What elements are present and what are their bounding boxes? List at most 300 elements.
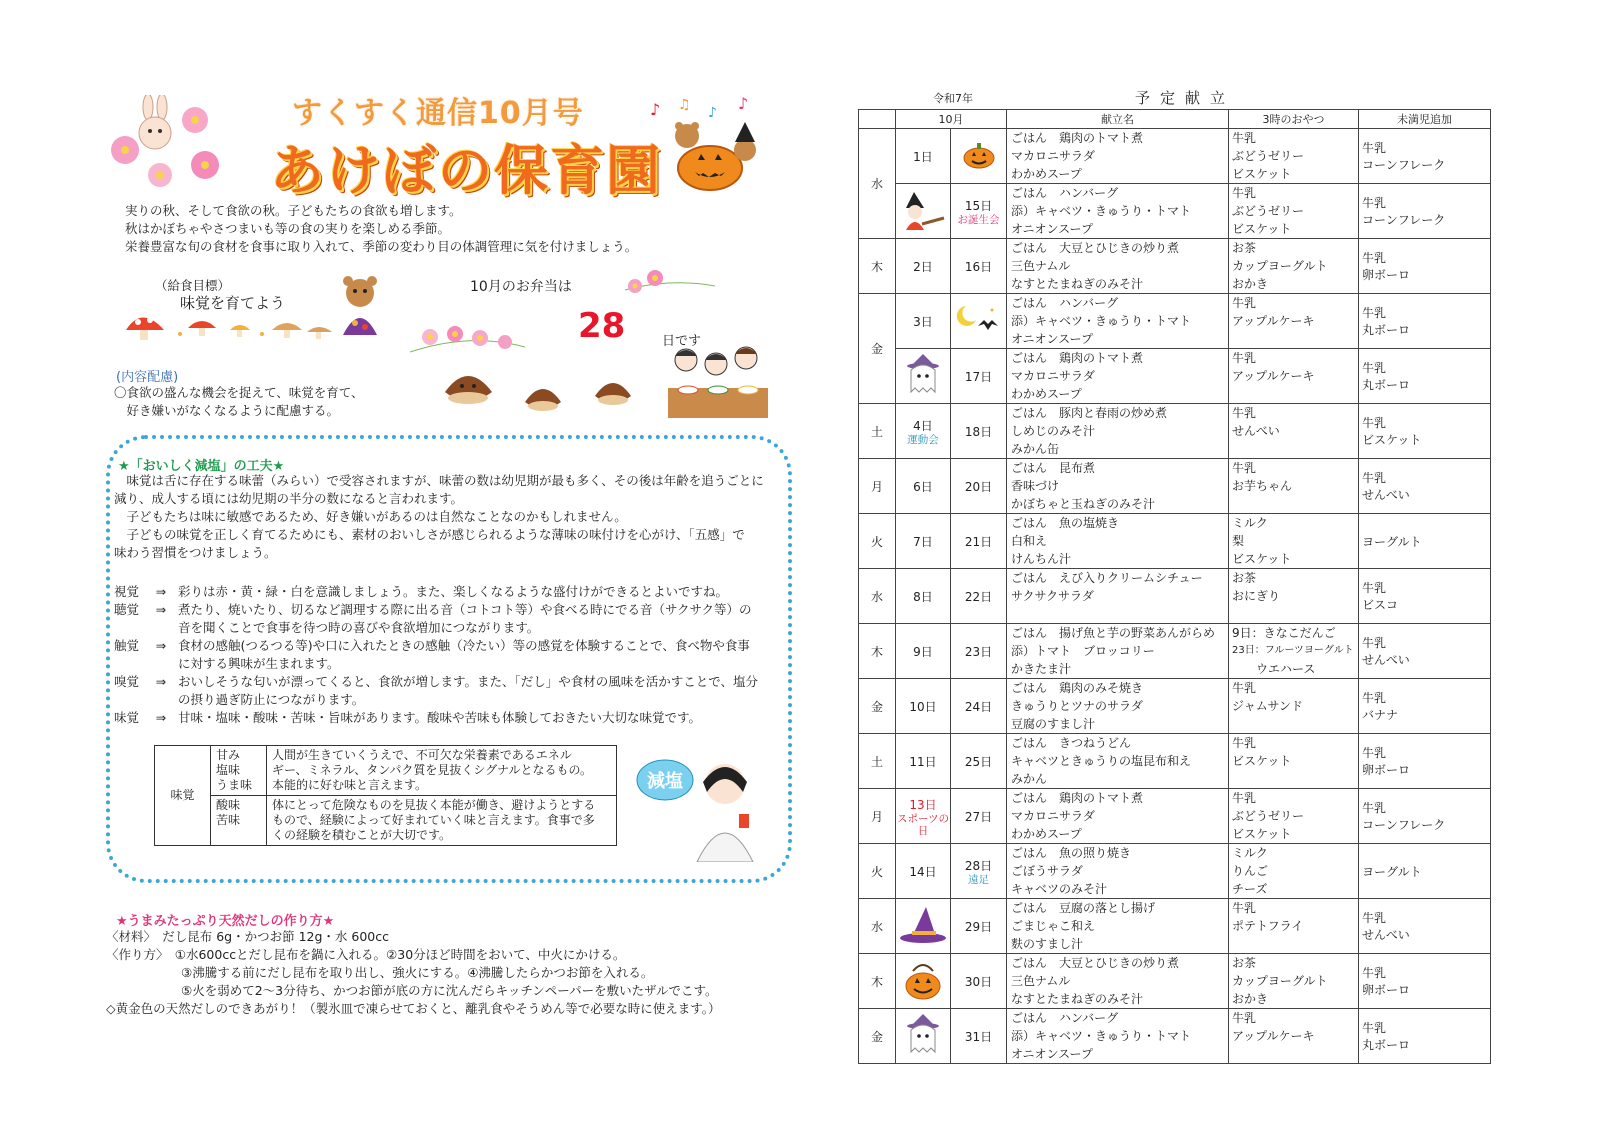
menu-row bbox=[859, 404, 1491, 459]
snack-line bbox=[1232, 330, 1358, 348]
extra-cell bbox=[1359, 239, 1491, 294]
witch-icon bbox=[900, 190, 946, 233]
menu-row bbox=[859, 514, 1491, 569]
snack-cell bbox=[1229, 184, 1359, 239]
salt-line: 味わう習慣をつけましょう。 bbox=[114, 545, 277, 560]
children-eating-illustration bbox=[668, 340, 768, 420]
extra-line: コーンフレーク bbox=[1362, 158, 1446, 172]
nursery-name-title: あけぼの保育園 bbox=[270, 139, 662, 202]
weekday-cell: 水 bbox=[859, 899, 896, 954]
extra-line: 牛乳 bbox=[1362, 581, 1387, 595]
snack-cell bbox=[1229, 679, 1359, 734]
meal-line: ごはん ハンバーグ bbox=[1011, 296, 1119, 310]
date-cell-second: 17日 bbox=[951, 349, 1007, 404]
extra-line: 牛乳 bbox=[1362, 911, 1387, 925]
meal-cell bbox=[1007, 404, 1229, 459]
extra-cell bbox=[1359, 459, 1491, 514]
meal-line: 添）トマト ブロッコリー bbox=[1011, 644, 1155, 658]
menu-row bbox=[859, 129, 1491, 184]
weekday-cell: 金 bbox=[859, 1009, 896, 1064]
snack-line: ミルク bbox=[1232, 516, 1268, 530]
weekday-cell: 木 bbox=[859, 239, 896, 294]
menu-row bbox=[859, 349, 1491, 404]
date-cell: 8日 bbox=[896, 569, 951, 624]
meal-line: ごはん 鶏肉のみそ焼き bbox=[1011, 681, 1144, 695]
bento-days-suffix: 日です bbox=[662, 334, 702, 349]
weekday-cell: 木 bbox=[859, 954, 896, 1009]
snack-line: ポテトフライ bbox=[1232, 919, 1304, 933]
meal-line: かぼちゃと玉ねぎのみそ汁 bbox=[1011, 497, 1156, 511]
pumpkin-icon bbox=[962, 140, 996, 173]
sense-name: 聴覚 bbox=[114, 602, 140, 617]
extra-line: 牛乳 bbox=[1362, 251, 1387, 265]
sense-item-hearing bbox=[114, 601, 758, 637]
chestnuts-illustration bbox=[440, 362, 640, 417]
snack-line: 牛乳 bbox=[1232, 406, 1257, 420]
meal-line: 添）キャベツ・きゅうり・トマト bbox=[1011, 314, 1192, 328]
extra-cell bbox=[1359, 404, 1491, 459]
snack-line: お茶 bbox=[1232, 956, 1257, 970]
extra-cell bbox=[1359, 844, 1491, 899]
date-cell-second bbox=[951, 129, 1007, 184]
bear-illustration bbox=[335, 275, 385, 337]
menu-row bbox=[859, 569, 1491, 624]
snack-line: カップヨーグルト bbox=[1232, 259, 1328, 273]
snack-line: 牛乳 bbox=[1232, 131, 1257, 145]
dashi-line: 〈作り方〉 ①水600ccとだし昆布を鍋に入れる。②30分ほど時間をおいて、中火にかける。 bbox=[106, 947, 626, 962]
snack-line: ぶどうゼリー bbox=[1232, 204, 1305, 218]
snack-line bbox=[1232, 385, 1358, 403]
meal-line: ごはん 大豆とひじきの炒り煮 bbox=[1011, 241, 1180, 255]
meal-line: ごはん 豚肉と春雨の炒め煮 bbox=[1011, 406, 1168, 420]
snack-line: ジャムサンド bbox=[1232, 699, 1303, 713]
sense-item-touch bbox=[114, 637, 758, 673]
pumpkin-bag-icon bbox=[903, 959, 943, 1004]
weekday-cell: 水 bbox=[859, 129, 896, 239]
consideration-heading: (内容配慮) bbox=[116, 370, 179, 385]
meal-line: みかん缶 bbox=[1011, 442, 1060, 456]
snack-line: アップルケーキ bbox=[1232, 1029, 1315, 1043]
meal-line: みかん bbox=[1011, 772, 1048, 786]
weekday-cell: 月 bbox=[859, 789, 896, 844]
menu-row bbox=[859, 679, 1491, 734]
date-cell-second: 24日 bbox=[951, 679, 1007, 734]
meal-cell bbox=[1007, 789, 1229, 844]
snack-line: 牛乳 bbox=[1232, 461, 1257, 475]
event-note: 遠足 bbox=[968, 873, 989, 886]
extra-cell bbox=[1359, 294, 1491, 349]
extra-cell bbox=[1359, 899, 1491, 954]
meal-goal-text: 味覚を育てよう bbox=[180, 294, 286, 312]
bat-moon-icon bbox=[956, 302, 1002, 341]
salt-badge-text: 減塩 bbox=[647, 771, 683, 792]
sense-item-smell bbox=[114, 673, 758, 709]
meal-line: きゅうりとツナのサラダ bbox=[1011, 699, 1143, 713]
snack-line: ビスケット bbox=[1232, 754, 1292, 768]
snack-line: アップルケーキ bbox=[1232, 314, 1315, 328]
extra-cell bbox=[1359, 1009, 1491, 1064]
extra-line: せんべい bbox=[1362, 653, 1410, 667]
date-cell: 13日 スポーツの日 bbox=[896, 789, 951, 844]
snack-cell bbox=[1229, 624, 1359, 679]
svg-text:♪: ♪ bbox=[650, 100, 661, 119]
date-cell: 14日 bbox=[896, 844, 951, 899]
dashi-line: ⑤火を弱めて2～3分待ち、かつお節が底の方に沈んだらキッチンペーパーを敷いたザルでこす。 bbox=[106, 983, 718, 998]
date-cell-second: 28日 遠足 bbox=[951, 844, 1007, 899]
extra-line: せんべい bbox=[1362, 488, 1410, 502]
extra-line: ヨーグルト bbox=[1362, 534, 1422, 549]
snack-cell bbox=[1229, 569, 1359, 624]
snack-line: ぶどうゼリー bbox=[1232, 809, 1305, 823]
dashi-recipe-body bbox=[106, 928, 721, 1018]
meal-cell bbox=[1007, 844, 1229, 899]
snack-cell bbox=[1229, 899, 1359, 954]
meal-cell bbox=[1007, 129, 1229, 184]
menu-row bbox=[859, 954, 1491, 1009]
menu-row bbox=[859, 624, 1491, 679]
meal-line: ごはん きつねうどん bbox=[1011, 736, 1132, 750]
extra-line: 牛乳 bbox=[1362, 636, 1387, 650]
date-cell-second: 16日 bbox=[951, 239, 1007, 294]
snack-line bbox=[1232, 935, 1358, 953]
meal-line: 添）キャベツ・きゅうり・トマト bbox=[1011, 204, 1192, 218]
extra-line: バナナ bbox=[1362, 708, 1399, 722]
sense-desc: 食材の感触(つるつる等)や口に入れたときの感触（冷たい）等の感覚を体験することで、食べ物や食事 に対する興味が生まれます。 bbox=[178, 638, 750, 671]
dashi-line: ◇黄金色の天然だしのできあがり！（製氷皿で凍らせておくと、離乳食やそうめん等で必要な時に使えます。） bbox=[106, 1001, 721, 1016]
extra-cell bbox=[1359, 954, 1491, 1009]
arrow-icon: ⇒ bbox=[155, 710, 167, 725]
extra-cell bbox=[1359, 789, 1491, 844]
svg-text:♪: ♪ bbox=[738, 95, 749, 113]
sense-name: 嗅覚 bbox=[114, 674, 140, 689]
weekday-cell: 火 bbox=[859, 844, 896, 899]
weekday-cell: 木 bbox=[859, 624, 896, 679]
extra-cell bbox=[1359, 514, 1491, 569]
meal-line: けんちん汁 bbox=[1011, 552, 1072, 566]
meal-cell bbox=[1007, 679, 1229, 734]
meal-cell bbox=[1007, 514, 1229, 569]
weekday-cell: 金 bbox=[859, 294, 896, 404]
snack-line: 23日：フルーツヨーグルト bbox=[1232, 645, 1354, 656]
snack-line: カップヨーグルト bbox=[1232, 974, 1328, 988]
snack-line: 牛乳 bbox=[1232, 901, 1257, 915]
meal-line: 三色ナムル bbox=[1011, 974, 1071, 988]
menu-row bbox=[859, 239, 1491, 294]
snack-cell bbox=[1229, 844, 1359, 899]
extra-line: 丸ボーロ bbox=[1362, 378, 1411, 392]
meal-line: ごはん えび入りクリームシチュー bbox=[1011, 571, 1203, 585]
arrow-icon: ⇒ bbox=[155, 674, 167, 689]
meal-line bbox=[1011, 605, 1228, 623]
meal-line: オニオンスープ bbox=[1011, 332, 1093, 346]
meal-line: オニオンスープ bbox=[1011, 1047, 1093, 1061]
cosmos-row-illustration bbox=[410, 322, 525, 357]
meal-goal-label: （給食目標） bbox=[155, 278, 231, 293]
snack-line: おかき bbox=[1232, 277, 1269, 291]
menu-era-label: 令和7年 bbox=[933, 92, 973, 105]
snack-line: ミルク bbox=[1232, 846, 1268, 860]
meal-line: ごはん ハンバーグ bbox=[1011, 186, 1119, 200]
snack-line: お茶 bbox=[1232, 241, 1257, 255]
taste-desc-group2: 体にとって危険なものを見抜く本能が働き、避けようとする もので、経験によって好まれていく味と言えます。食事で多 くの経験を積むことが大切です。 bbox=[267, 796, 617, 846]
menu-header-meal: 献立名 bbox=[1007, 110, 1229, 129]
extra-line: ヨーグルト bbox=[1362, 864, 1422, 879]
meal-line: ごはん 昆布煮 bbox=[1011, 461, 1096, 475]
snack-line: ビスケット bbox=[1232, 827, 1292, 841]
weekday-cell: 月 bbox=[859, 459, 896, 514]
extra-line: ビスケット bbox=[1362, 433, 1422, 447]
snack-cell bbox=[1229, 734, 1359, 789]
meal-line: わかめスープ bbox=[1011, 387, 1082, 401]
meal-line: オニオンスープ bbox=[1011, 222, 1093, 236]
salt-line: 減り、成人する頃には幼児期の半分の数になると言われます。 bbox=[114, 491, 464, 506]
meal-line: マカロニサラダ bbox=[1011, 809, 1095, 823]
weekday-cell: 土 bbox=[859, 404, 896, 459]
date-cell-second: 25日 bbox=[951, 734, 1007, 789]
svg-text:♫: ♫ bbox=[678, 97, 691, 113]
meal-line: なすとたまねぎのみそ汁 bbox=[1011, 992, 1144, 1006]
nutritionist-illustration bbox=[635, 752, 765, 862]
arrow-icon: ⇒ bbox=[155, 584, 167, 599]
meal-line: わかめスープ bbox=[1011, 827, 1082, 841]
meal-line: なすとたまねぎのみそ汁 bbox=[1011, 277, 1144, 291]
meal-cell bbox=[1007, 899, 1229, 954]
date-cell-second bbox=[951, 294, 1007, 349]
meal-line: キャベツのみそ汁 bbox=[1011, 882, 1108, 896]
intro-line: 栄養豊富な旬の食材を食事に取り入れて、季節の変わり目の体調管理に気を付けましょう。 bbox=[125, 239, 638, 254]
date-cell-second: 31日 bbox=[951, 1009, 1007, 1064]
meal-cell bbox=[1007, 954, 1229, 1009]
date-cell bbox=[896, 184, 951, 239]
bento-days-number: 28 bbox=[578, 306, 626, 346]
extra-line: 牛乳 bbox=[1362, 746, 1387, 760]
taste-table-head: 味覚 bbox=[155, 746, 211, 846]
sense-desc: おいしそうな匂いが漂ってくると、食欲が増します。また、「だし」や食材の風味を活かすことで、塩分 の摂り過ぎ防止につながります。 bbox=[178, 674, 759, 707]
svg-text:♪: ♪ bbox=[708, 105, 717, 121]
snack-line: お茶 bbox=[1232, 571, 1257, 585]
event-note: スポーツの日 bbox=[896, 812, 950, 837]
sense-item-sight bbox=[114, 583, 758, 601]
consideration-line: 好き嫌いがなくなるように配慮する。 bbox=[114, 403, 340, 418]
date-cell bbox=[896, 349, 951, 404]
event-note: 運動会 bbox=[907, 433, 939, 446]
dashi-line: 〈材料〉 だし昆布 6g・かつお節 12g・水 600cc bbox=[106, 929, 390, 944]
date-cell bbox=[896, 899, 951, 954]
snack-line: りんご bbox=[1232, 864, 1269, 878]
date-cell: 3日 bbox=[896, 294, 951, 349]
meal-cell bbox=[1007, 349, 1229, 404]
snack-line: 牛乳 bbox=[1232, 736, 1257, 750]
extra-line: 牛乳 bbox=[1362, 416, 1387, 430]
snack-line bbox=[1232, 715, 1358, 733]
dashi-recipe-title: ★うまみたっぷり天然だしの作り方★ bbox=[116, 914, 335, 929]
taste-names-group2: 酸味 苦味 bbox=[211, 796, 267, 846]
meal-line: キャベツときゅうりの塩昆布和え bbox=[1011, 754, 1192, 768]
extra-line: 牛乳 bbox=[1362, 141, 1387, 155]
date-cell: 4日 運動会 bbox=[896, 404, 951, 459]
menu-row bbox=[859, 1009, 1491, 1064]
extra-line: 丸ボーロ bbox=[1362, 1038, 1411, 1052]
meal-line: かきたま汁 bbox=[1011, 662, 1072, 676]
date-cell bbox=[896, 954, 951, 1009]
cosmos-flowers-illustration bbox=[620, 268, 720, 298]
sense-item-taste bbox=[114, 709, 758, 727]
date-cell-second: 20日 bbox=[951, 459, 1007, 514]
extra-cell bbox=[1359, 129, 1491, 184]
pumpkin-bears-illustration bbox=[665, 118, 765, 193]
taste-table bbox=[154, 745, 617, 846]
snack-line: おにぎり bbox=[1232, 589, 1281, 603]
meal-cell bbox=[1007, 624, 1229, 679]
snack-line: 牛乳 bbox=[1232, 681, 1257, 695]
salt-reduction-title: ★「おいしく減塩」の工夫★ bbox=[118, 459, 285, 474]
snack-line: 9日：きなこだんご bbox=[1232, 626, 1336, 640]
meal-line: 麩のすまし汁 bbox=[1011, 937, 1084, 951]
date-cell-second: 29日 bbox=[951, 899, 1007, 954]
meal-cell bbox=[1007, 294, 1229, 349]
weekday-cell: 水 bbox=[859, 569, 896, 624]
date-cell-second: 15日 お誕生会 bbox=[951, 184, 1007, 239]
snack-line: 牛乳 bbox=[1232, 1011, 1257, 1025]
extra-cell bbox=[1359, 569, 1491, 624]
consideration-text bbox=[114, 384, 364, 420]
date-cell-second: 30日 bbox=[951, 954, 1007, 1009]
extra-line: 牛乳 bbox=[1362, 306, 1387, 320]
extra-line: 牛乳 bbox=[1362, 1021, 1387, 1035]
salt-line: 味覚は舌に存在する味蕾（みらい）で受容されますが、味蕾の数は幼児期が最も多く、その後は年齢を追うごとに bbox=[114, 473, 764, 488]
meal-cell bbox=[1007, 569, 1229, 624]
ghost-icon bbox=[903, 354, 943, 399]
menu-row bbox=[859, 734, 1491, 789]
meal-cell bbox=[1007, 459, 1229, 514]
weekday-cell: 金 bbox=[859, 679, 896, 734]
snack-line: ビスケット bbox=[1232, 222, 1292, 236]
menu-title: 予定献立 bbox=[1135, 89, 1236, 107]
extra-line: コーンフレーク bbox=[1362, 818, 1446, 832]
five-senses-list bbox=[114, 583, 758, 727]
extra-line: 牛乳 bbox=[1362, 966, 1387, 980]
meal-line: 添）キャベツ・きゅうり・トマト bbox=[1011, 1029, 1192, 1043]
witch-hat-icon bbox=[898, 905, 948, 948]
meal-cell bbox=[1007, 184, 1229, 239]
snack-cell bbox=[1229, 514, 1359, 569]
snack-line bbox=[1232, 440, 1358, 458]
menu-header-snack: 3時のおやつ bbox=[1229, 110, 1359, 129]
snack-cell bbox=[1229, 404, 1359, 459]
snack-line: アップルケーキ bbox=[1232, 369, 1315, 383]
extra-line: 卵ボーロ bbox=[1362, 983, 1411, 997]
arrow-icon: ⇒ bbox=[155, 638, 167, 653]
menu-row bbox=[859, 899, 1491, 954]
menu-header-month: 10月 bbox=[896, 110, 1007, 129]
meal-line: 豆腐のすまし汁 bbox=[1011, 717, 1096, 731]
menu-table bbox=[858, 109, 1491, 1064]
snack-cell bbox=[1229, 789, 1359, 844]
extra-line: コーンフレーク bbox=[1362, 213, 1446, 227]
snack-cell bbox=[1229, 294, 1359, 349]
extra-cell bbox=[1359, 734, 1491, 789]
meal-cell bbox=[1007, 734, 1229, 789]
snack-line: 牛乳 bbox=[1232, 791, 1257, 805]
salt-line: 子どもたちは味に敏感であるため、好き嫌いがあるのは自然なことなのかもしれません。 bbox=[114, 509, 627, 524]
meal-line: ごはん 揚げ魚と芋の野菜あんがらめ bbox=[1011, 626, 1216, 640]
meal-cell bbox=[1007, 1009, 1229, 1064]
consideration-line: 〇食欲の盛んな機会を捉えて、味覚を育て、 bbox=[114, 385, 364, 400]
meal-line: サクサクサラダ bbox=[1011, 589, 1094, 603]
snack-line: せんべい bbox=[1232, 424, 1280, 438]
meal-line: ごはん 豆腐の落とし揚げ bbox=[1011, 901, 1156, 915]
weekday-cell: 火 bbox=[859, 514, 896, 569]
extra-cell bbox=[1359, 184, 1491, 239]
date-cell-second: 18日 bbox=[951, 404, 1007, 459]
meal-line: 白和え bbox=[1011, 534, 1048, 548]
date-cell: 7日 bbox=[896, 514, 951, 569]
extra-line: せんべい bbox=[1362, 928, 1410, 942]
meal-line: ごはん 鶏肉のトマト煮 bbox=[1011, 131, 1144, 145]
snack-line: おかき bbox=[1232, 992, 1269, 1006]
extra-cell bbox=[1359, 349, 1491, 404]
dashi-line: ③沸騰する前にだし昆布を取り出し、強火にする。④沸騰したらかつお節を入れる。 bbox=[106, 965, 654, 980]
menu-row bbox=[859, 184, 1491, 239]
meal-line: ごはん 魚の塩焼き bbox=[1011, 516, 1120, 530]
meal-line: しめじのみそ汁 bbox=[1011, 424, 1096, 438]
meal-line: わかめスープ bbox=[1011, 167, 1082, 181]
sense-name: 味覚 bbox=[114, 710, 140, 725]
snack-line: 牛乳 bbox=[1232, 296, 1257, 310]
ghost-icon bbox=[903, 1014, 943, 1059]
extra-line: 牛乳 bbox=[1362, 361, 1387, 375]
snack-line: お芋ちゃん bbox=[1232, 479, 1293, 493]
snack-line: ぶどうゼリー bbox=[1232, 149, 1305, 163]
date-cell: 1日 bbox=[896, 129, 951, 184]
snack-line: チーズ bbox=[1232, 882, 1268, 896]
rabbit-flowers-illustration bbox=[100, 95, 230, 190]
meal-line: マカロニサラダ bbox=[1011, 369, 1095, 383]
extra-line: 牛乳 bbox=[1362, 471, 1387, 485]
meal-line: マカロニサラダ bbox=[1011, 149, 1095, 163]
extra-line: 牛乳 bbox=[1362, 196, 1387, 210]
sense-desc: 彩りは赤・黄・緑・白を意識しましょう。また、楽しくなるような盛付けができるとよいですね。 bbox=[178, 584, 729, 599]
snack-line bbox=[1232, 495, 1358, 513]
salt-reduction-body bbox=[114, 472, 784, 562]
snack-line bbox=[1232, 1045, 1358, 1063]
snack-line bbox=[1232, 770, 1358, 788]
menu-header-extra: 未満児追加 bbox=[1359, 110, 1491, 129]
snack-line bbox=[1232, 605, 1358, 623]
extra-line: 牛乳 bbox=[1362, 691, 1387, 705]
snack-line: ビスケット bbox=[1232, 552, 1292, 566]
extra-line: 牛乳 bbox=[1362, 801, 1387, 815]
sense-name: 触覚 bbox=[114, 638, 140, 653]
date-cell: 10日 bbox=[896, 679, 951, 734]
extra-cell bbox=[1359, 679, 1491, 734]
sense-name: 視覚 bbox=[114, 584, 140, 599]
date-cell: 11日 bbox=[896, 734, 951, 789]
snack-line: 牛乳 bbox=[1232, 351, 1257, 365]
taste-desc-group1: 人間が生きていくうえで、不可欠な栄養素であるエネル ギー、ミネラル、タンパク質を見抜くシグナルとなるもの。 本能的に好む味と言えます。 bbox=[267, 746, 617, 796]
snack-line: ビスケット bbox=[1232, 167, 1292, 181]
meal-line: ごはん 魚の照り焼き bbox=[1011, 846, 1132, 860]
arrow-icon: ⇒ bbox=[155, 602, 167, 617]
date-cell-second: 23日 bbox=[951, 624, 1007, 679]
menu-row bbox=[859, 294, 1491, 349]
snack-cell bbox=[1229, 239, 1359, 294]
date-cell: 2日 bbox=[896, 239, 951, 294]
date-cell: 9日 bbox=[896, 624, 951, 679]
bento-days-label: 10月のお弁当は bbox=[470, 279, 572, 295]
menu-row bbox=[859, 789, 1491, 844]
menu-header-row bbox=[859, 110, 1491, 129]
